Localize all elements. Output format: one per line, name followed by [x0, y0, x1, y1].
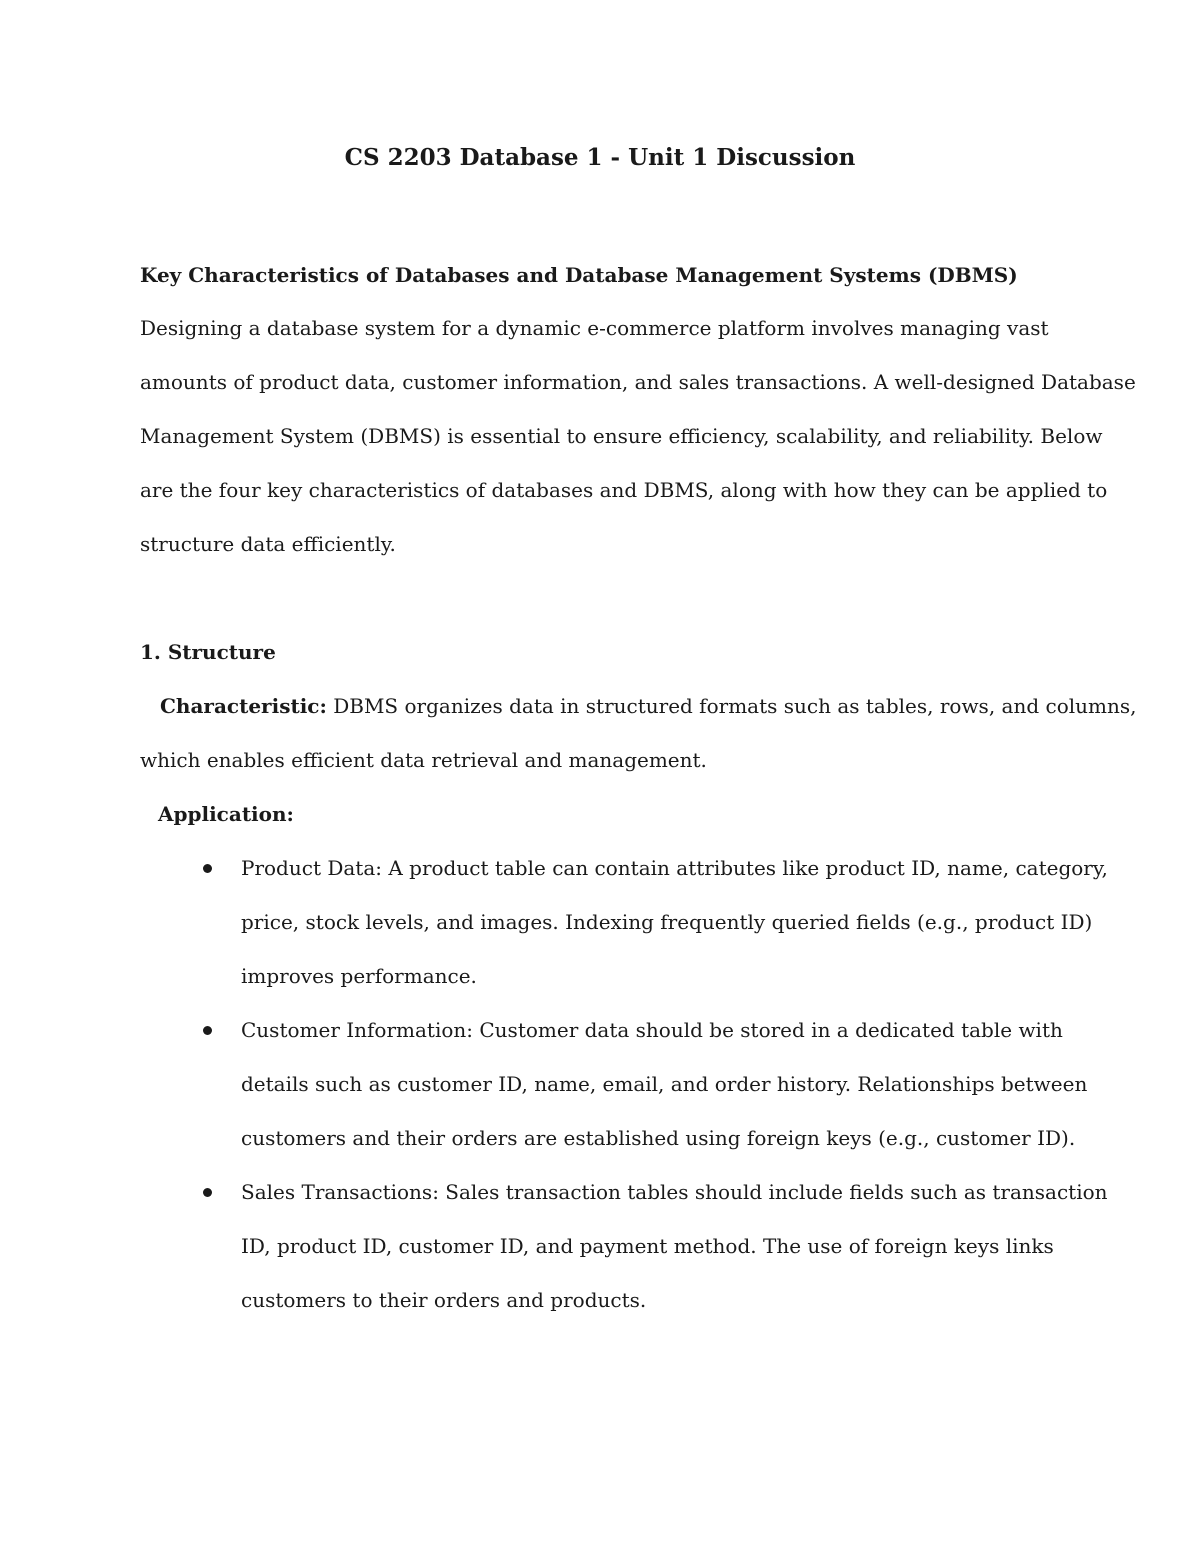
- bullet-line: ID, product ID, customer ID, and payment method. The use of foreign keys links: [241, 1234, 1054, 1258]
- characteristic-label: Characteristic:: [160, 694, 327, 718]
- bullet-line: improves performance.: [241, 964, 477, 988]
- bullet-dot: [203, 1026, 212, 1035]
- bullet-dot: [203, 864, 212, 873]
- intro-line: Management System (DBMS) is essential to ensure efficiency, scalability, and reliability. Below: [140, 424, 1103, 448]
- intro-line: structure data efficiently.: [140, 532, 396, 556]
- bullet-line: Product Data: A product table can contain attributes like product ID, name, category,: [241, 856, 1108, 880]
- bullet-line: Sales Transactions: Sales transaction tables should include fields such as transaction: [241, 1180, 1108, 1204]
- characteristic-paragraph: [160, 691, 1137, 721]
- bullet-line: price, stock levels, and images. Indexing frequently queried fields (e.g., product ID): [241, 910, 1093, 934]
- section-heading: Key Characteristics of Databases and Database Management Systems (DBMS): [140, 263, 1018, 287]
- bullet-line: Customer Information: Customer data should be stored in a dedicated table with: [241, 1018, 1063, 1042]
- characteristic-text-continued: which enables efficient data retrieval and management.: [140, 748, 707, 772]
- bullet-line: details such as customer ID, name, email, and order history. Relationships between: [241, 1072, 1088, 1096]
- intro-line: amounts of product data, customer information, and sales transactions. A well-designed Database: [140, 370, 1136, 394]
- document-title: CS 2203 Database 1 - Unit 1 Discussion: [344, 144, 856, 171]
- intro-line: are the four key characteristics of databases and DBMS, along with how they can be applied to: [140, 478, 1108, 502]
- bullet-line: customers to their orders and products.: [241, 1288, 647, 1312]
- characteristic-text: DBMS organizes data in structured formats such as tables, rows, and columns,: [326, 694, 1137, 718]
- bullet-dot: [203, 1188, 212, 1197]
- structure-heading: 1. Structure: [140, 640, 276, 664]
- bullet-line: customers and their orders are established using foreign keys (e.g., customer ID).: [241, 1126, 1076, 1150]
- application-label: Application:: [158, 802, 294, 826]
- intro-line: Designing a database system for a dynamic e-commerce platform involves managing vast: [140, 316, 1049, 340]
